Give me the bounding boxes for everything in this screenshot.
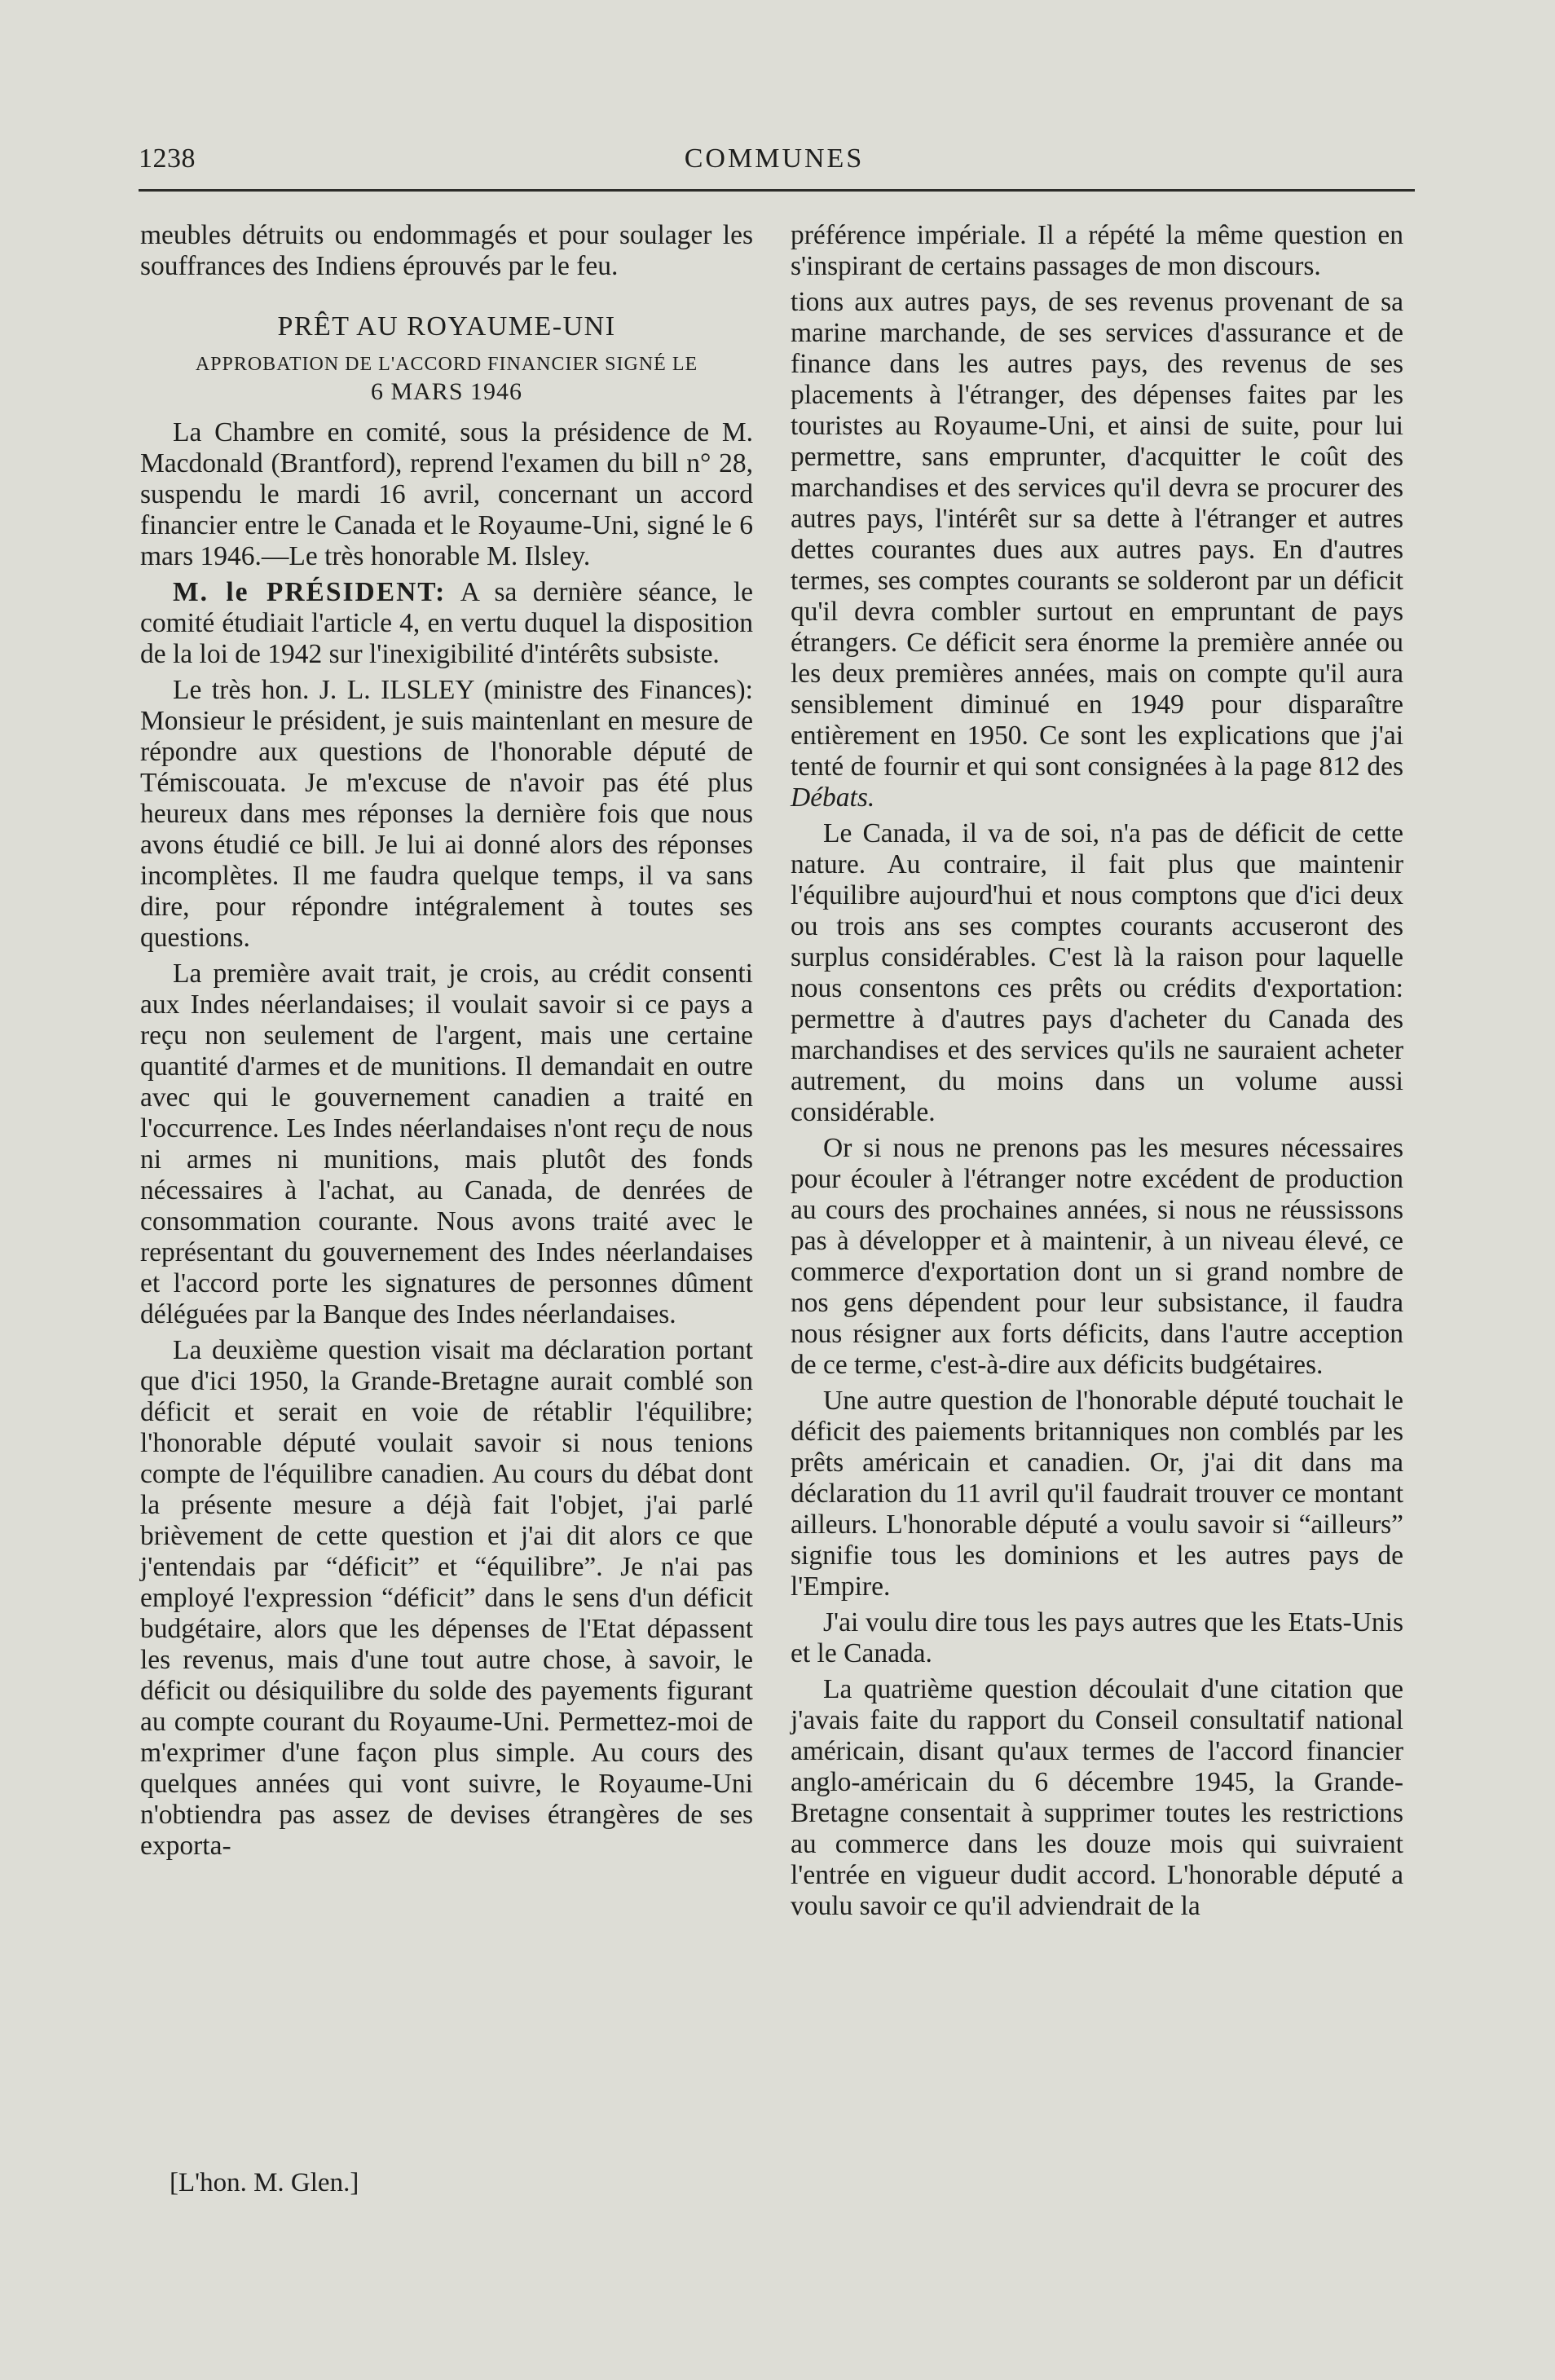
footer-note: [L'hon. M. Glen.] — [170, 2168, 359, 2197]
paragraph: La quatrième question découlait d'une citation que j'avais faite du rapport du Conseil consultatif national américain, disant qu'aux termes de l'accord financier anglo-américain du 6 décembre 1945, la Grande-Bretagne consentait à supprimer toutes les restrictions au commerce dans les douze mois qui suivraient l'entrée en vigueur dudit accord. L'honorable député a voulu savoir ce qu'il adviendrait de la — [791, 1674, 1403, 1921]
section-title: PRÊT AU ROYAUME-UNI — [277, 311, 616, 342]
paragraph: La première avait trait, je crois, au crédit consenti aux Indes néerlandaises; il voulait savoir si ce pays a reçu non seulement de l'argent, mais une certaine quantité d'armes et de munitions. Il demandait en outre avec qui le gouvernement canadien a traité en l'occurrence. Les Indes néerlandaises n'ont reçu de nous ni armes ni munitions, mais plutôt des fonds nécessaires à l'achat, au Canada, de denrées de consommation courante. Nous avons traité avec le représentant du gouvernement des Indes néerlandaises et l'accord porte les signatures de personnes dûment déléguées par la Banque des Indes néerlandaises. — [140, 959, 753, 1329]
paragraph: Or si nous ne prenons pas les mesures nécessaires pour écouler à l'étranger notre excédent de production au cours des prochaines années, si nous ne réussissons pas à développer et à maintenir, à un niveau élevé, ce commerce d'exportation dont un si grand nombre de nos gens dépendent pour leur subsistance, il faudra nous résigner aux forts déficits, dans l'autre acception de ce terme, c'est-à-dire aux déficits budgétaires. — [791, 1133, 1403, 1380]
right-column — [791, 220, 1403, 1927]
paragraph: préférence impériale. Il a répété la même question en s'inspirant de certains passages de mon discours. — [791, 220, 1403, 281]
paragraph: Le très hon. J. L. ILSLEY (ministre des Finances): Monsieur le président, je suis maintenlant en mesure de répondre aux questions de l'honorable député de Témiscouata. Je m'excuse de n'avoir pas été plus heureux dans mes réponses la dernière fois que nous avons étudié ce bill. Je lui ai donné alors des réponses incomplètes. Il me faudra quelque temps, il va sans dire, pour répondre intégralement à toutes ses questions. — [140, 675, 753, 953]
section-subtitle-date: 6 MARS 1946 — [370, 378, 523, 405]
paragraph: meubles détruits ou endommagés et pour soulager les souffrances des Indiens éprouvés par le feu. — [140, 220, 753, 281]
paragraph: Une autre question de l'honorable député touchait le déficit des paiements britanniques non comblés par les prêts américain et canadien. Or, j'ai dit dans ma déclaration du 11 avril qu'il faudrait trouver ce montant ailleurs. L'honorable député a voulu savoir si “ailleurs” signifie tous les dominions et les autres pays de l'Empire. — [791, 1386, 1403, 1602]
section-subtitle — [140, 350, 753, 406]
running-head: COMMUNES — [684, 143, 865, 174]
page-header — [139, 143, 1410, 184]
paragraph: La deuxième question visait ma déclaration portant que d'ici 1950, la Grande-Bretagne aurait comblé son déficit et serait en voie de rétablir l'équilibre; l'honorable député voulait savoir si nous tenions compte de l'équilibre canadien. Au cours du débat dont la présente mesure a déjà fait l'objet, j'ai parlé brièvement de cette question et j'ai dit alors ce que j'entendais par “déficit” et “équilibre”. Je n'ai pas employé l'expression “déficit” dans le sens d'un déficit budgétaire, alors que les dépenses de l'Etat dépassent les revenus, mais d'une tout autre chose, à savoir, le déficit ou désiquilibre du solde des payements figurant au compte courant du Royaume-Uni. Permettez-moi de m'exprimer d'une façon plus simple. Au cours des quelques années qui vont suivre, le Royaume-Uni n'obtiendra pas assez de devises étrangères de ses exporta- — [140, 1335, 753, 1861]
paragraph — [791, 287, 1403, 813]
italic-reference: Débats. — [791, 782, 875, 813]
header-rule — [139, 189, 1415, 192]
paragraph: La Chambre en comité, sous la présidence de M. Macdonald (Brantford), reprend l'examen du bill n° 28, suspendu le mardi 16 avril, concernant un accord financier entre le Canada et le Royaume-Uni, signé le 6 mars 1946.—Le très honorable M. Ilsley. — [140, 417, 753, 571]
paragraph — [140, 577, 753, 670]
page-number: 1238 — [139, 143, 196, 174]
paragraph: J'ai voulu dire tous les pays autres que les Etats-Unis et le Canada. — [791, 1607, 1403, 1668]
speaker-name: M. le PRÉSIDENT: — [173, 577, 447, 607]
left-column — [140, 220, 753, 1867]
paragraph-text: tions aux autres pays, de ses revenus provenant de sa marine marchande, de ses services d'assurance et de finance dans les autres pays, des revenus de ses placements à l'étranger, des dépenses faites par les touristes au Royaume-Uni, et ainsi de suite, pour lui permettre, sans emprunter, d'acquitter le coût des marchandises et des services qu'il devra se procurer des autres pays, l'intérêt sur sa dette à l'étranger et autres dettes courantes dues aux autres pays. En d'autres termes, ses comptes courants se solderont par un déficit qu'il devra combler surtout en empruntant de pays étrangers. Ce déficit sera énorme la première année ou les deux premières années, mais on compte qu'il aura sensiblement diminué en 1949 pour disparaître entièrement en 1950. Ce sont les explications que j'ai tenté de fournir et qui sont consignées à la page 812 des — [791, 287, 1403, 782]
paragraph-text: A sa dernière séance, le comité étudiait l'article 4, en vertu duquel la disposition de la loi de 1942 sur l'inexigibilité d'intérêts subsiste. — [140, 577, 753, 669]
section-subtitle-line: APPROBATION DE L'ACCORD FINANCIER SIGNÉ LE — [195, 354, 698, 375]
paragraph: Le Canada, il va de soi, n'a pas de déficit de cette nature. Au contraire, il fait plus que maintenir l'équilibre aujourd'hui et nous comptons que d'ici deux ou trois ans ses comptes courants accuseront des surplus considérables. C'est là la raison pour laquelle nous consentons ces prêts ou crédits d'exportation: permettre à d'autres pays d'acheter du Canada des marchandises et des services qu'ils ne sauraient acheter autrement, du moins dans un volume aussi considérable. — [791, 818, 1403, 1127]
